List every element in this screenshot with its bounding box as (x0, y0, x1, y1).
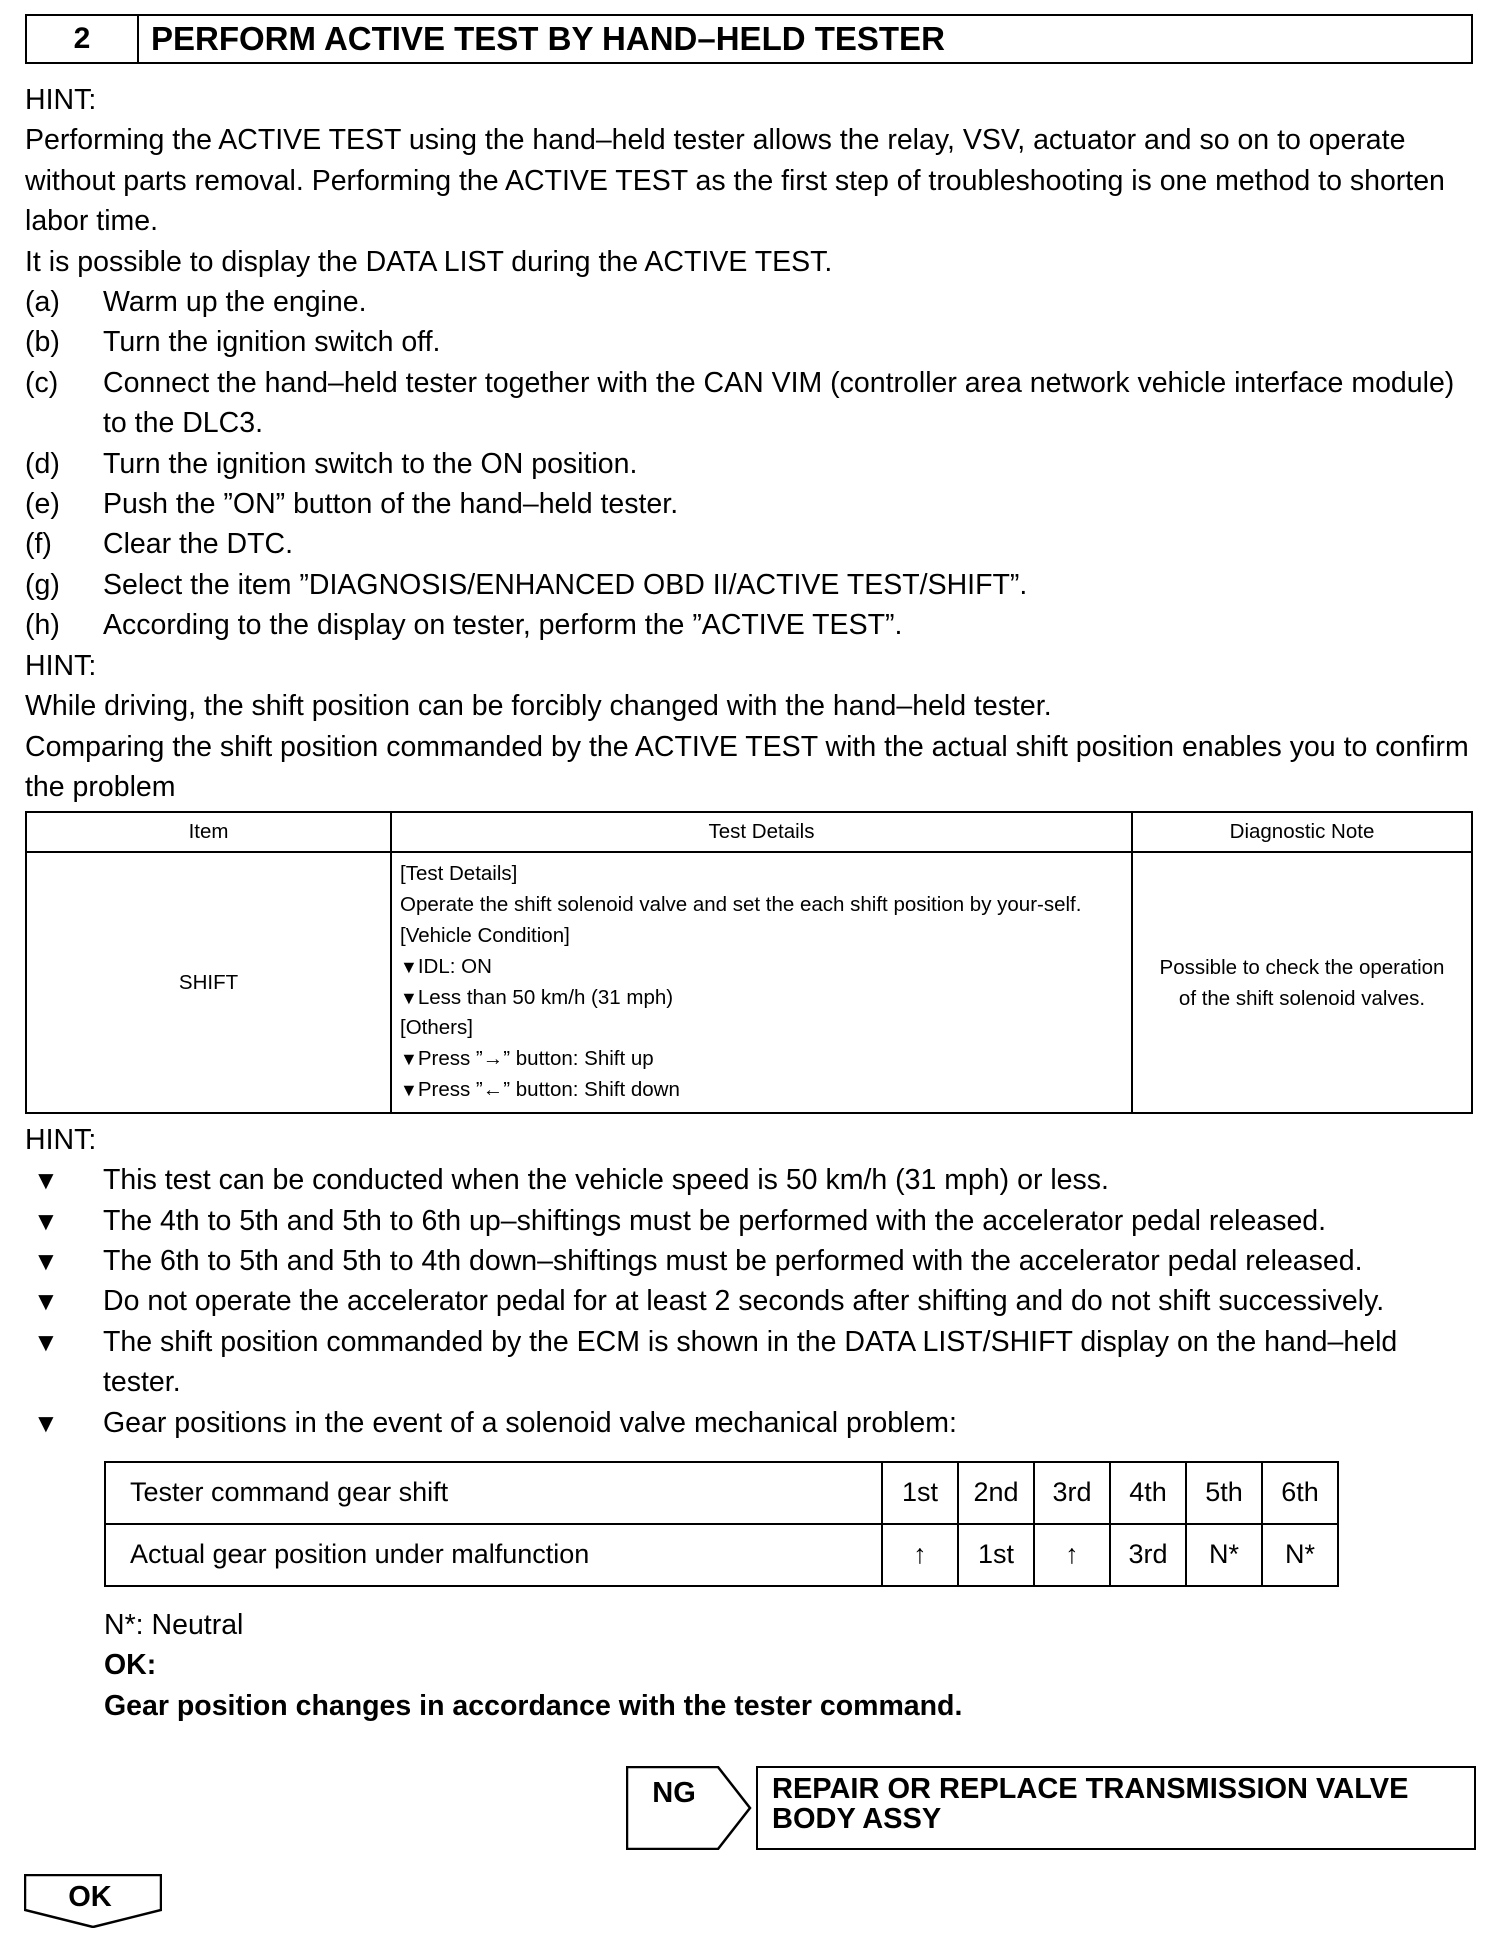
step-text: Connect the hand–held tester together with the CAN VIM (controller area network vehicle interface module) to the DLC3. (103, 366, 1455, 440)
list-item (25, 565, 1473, 605)
ok-flow-label: OK (68, 1881, 112, 1913)
hint-bullet-text: The shift position commanded by the ECM is shown in the DATA LIST/SHIFT display on the hand–held tester. (103, 1325, 1398, 1399)
table-row (105, 1524, 1338, 1586)
test-details-heading: [Test Details] (400, 862, 518, 886)
active-test-table (25, 811, 1473, 1113)
triangle-bullet-icon: ▼ (33, 1286, 59, 1317)
gear-cell: 1st (958, 1524, 1034, 1586)
row-label: Actual gear position under malfunction (105, 1524, 882, 1586)
list-item (25, 1241, 1473, 1281)
others-text: Press ”→” button: Shift up (417, 1047, 654, 1071)
step-label: (c) (25, 366, 59, 399)
others-heading: [Others] (400, 1016, 473, 1040)
gear-position-table (104, 1461, 1339, 1587)
column-header-diagnostic-note: Diagnostic Note (1132, 812, 1472, 852)
table-header-row (26, 812, 1472, 852)
gear-cell: ↑ (1034, 1524, 1110, 1586)
step-number: 2 (27, 16, 139, 62)
condition-text: Less than 50 km/h (31 mph) (417, 985, 674, 1009)
intro-paragraph: Performing the ACTIVE TEST using the hand–held tester allows the relay, VSV, actuator and so on to operate without parts removal. Performing the ACTIVE TEST as the first step of troubleshooting is one method to shorten labor time. (25, 124, 1445, 238)
triangle-bullet-icon: ▼ (33, 1407, 59, 1438)
table-row (105, 1462, 1338, 1524)
step-label: (g) (25, 568, 60, 601)
list-item (25, 1403, 1473, 1443)
ng-label: NG (652, 1777, 696, 1809)
step-text: Warm up the engine. (103, 286, 367, 319)
step-label: (b) (25, 326, 60, 359)
gear-cell: 5th (1186, 1462, 1262, 1524)
list-item (25, 322, 1473, 362)
list-item (25, 444, 1473, 484)
hint-bullet-text: Gear positions in the event of a solenoid valve mechanical problem: (103, 1406, 957, 1439)
test-details-cell (391, 852, 1132, 1112)
hint-bullet-text: The 4th to 5th and 5th to 6th up–shiftings must be performed with the accelerator pedal released. (103, 1204, 1327, 1237)
list-item (25, 605, 1473, 645)
list-item (25, 1281, 1473, 1321)
gear-cell: 4th (1110, 1462, 1186, 1524)
ng-arrow-icon (626, 1766, 752, 1850)
footnote: N*: Neutral (104, 1608, 244, 1641)
step-label: (h) (25, 609, 60, 642)
triangle-bullet-icon: ▼ (33, 1205, 59, 1236)
step-title: PERFORM ACTIVE TEST BY HAND–HELD TESTER (151, 20, 945, 57)
gear-cell: ↑ (882, 1524, 958, 1586)
table-row (26, 852, 1472, 1112)
condition-line (400, 952, 1123, 983)
triangle-bullet-icon: ▼ (33, 1326, 59, 1357)
gear-cell: 6th (1262, 1462, 1338, 1524)
triangle-bullet-icon: ▼ (400, 1049, 418, 1070)
list-item (25, 1322, 1473, 1403)
step-label: (a) (25, 286, 60, 319)
step-text: Turn the ignition switch to the ON position. (103, 447, 638, 480)
intro-hint-label: HINT: (25, 84, 97, 116)
others-line (400, 1075, 1123, 1106)
hint-paragraph: Comparing the shift position commanded by the ACTIVE TEST with the actual shift position enables you to confirm the problem (25, 730, 1469, 803)
step-text: Turn the ignition switch off. (103, 326, 441, 359)
step-list (25, 282, 1473, 646)
procedure-page (25, 14, 1473, 1726)
hint-bullet-text: Do not operate the accelerator pedal for at least 2 seconds after shifting and do not shift successively. (103, 1285, 1385, 1318)
test-details-text: Operate the shift solenoid valve and set the each shift position by your-self. (400, 893, 1082, 917)
others-line (400, 1044, 1123, 1075)
list-item (25, 524, 1473, 564)
others-text: Press ”←” button: Shift down (417, 1077, 680, 1101)
step-label: (e) (25, 488, 60, 521)
step-text: Clear the DTC. (103, 528, 294, 561)
column-header-test-details: Test Details (391, 812, 1132, 852)
gear-cell: N* (1186, 1524, 1262, 1586)
triangle-bullet-icon: ▼ (33, 1165, 59, 1196)
ok-label: OK: (104, 1649, 157, 1682)
ok-flow-icon (24, 1874, 162, 1928)
step-text: Push the ”ON” button of the hand–held tester. (103, 488, 679, 521)
column-header-item: Item (26, 812, 391, 852)
hint-paragraph: While driving, the shift position can be forcibly changed with the hand–held tester. (25, 690, 1052, 723)
gear-cell: 3rd (1110, 1524, 1186, 1586)
intro-paragraph: It is possible to display the DATA LIST during the ACTIVE TEST. (25, 245, 833, 278)
step-label: (d) (25, 447, 60, 480)
hint-bullet-text: This test can be conducted when the vehicle speed is 50 km/h (31 mph) or less. (103, 1164, 1109, 1197)
triangle-bullet-icon: ▼ (400, 987, 418, 1008)
step-text: According to the display on tester, perform the ”ACTIVE TEST”. (103, 609, 903, 642)
triangle-bullet-icon: ▼ (400, 1079, 418, 1100)
diagnostic-note-cell: Possible to check the operation of the shift solenoid valves. (1132, 852, 1472, 1112)
triangle-bullet-icon: ▼ (400, 956, 418, 977)
condition-line (400, 983, 1123, 1014)
hint-bullet-list (25, 1160, 1473, 1443)
gear-cell: N* (1262, 1524, 1338, 1586)
list-item (25, 282, 1473, 322)
ng-action-box: REPAIR OR REPLACE TRANSMISSION VALVE BODY ASSY (756, 1766, 1476, 1850)
list-item (25, 1160, 1473, 1200)
gear-cell: 1st (882, 1462, 958, 1524)
hint-label: HINT: (25, 1123, 97, 1156)
step-label: (f) (25, 528, 52, 561)
step-text: Select the item ”DIAGNOSIS/ENHANCED OBD II/ACTIVE TEST/SHIFT”. (103, 568, 1028, 601)
hint-bullet-text: The 6th to 5th and 5th to 4th down–shiftings must be performed with the accelerator pedal released. (103, 1244, 1363, 1277)
ng-branch (626, 1766, 1476, 1850)
gear-cell: 2nd (958, 1462, 1034, 1524)
triangle-bullet-icon: ▼ (33, 1245, 59, 1276)
vehicle-condition-heading: [Vehicle Condition] (400, 923, 570, 947)
list-item (25, 363, 1473, 444)
list-item (25, 484, 1473, 524)
row-label: Tester command gear shift (105, 1462, 882, 1524)
list-item (25, 1201, 1473, 1241)
ok-text: Gear position changes in accordance with the tester command. (104, 1689, 963, 1722)
step-header (25, 14, 1473, 64)
hint-label: HINT: (25, 649, 97, 682)
condition-text: IDL: ON (417, 954, 492, 978)
item-cell: SHIFT (26, 852, 391, 1112)
result-block (104, 1605, 1473, 1726)
gear-cell: 3rd (1034, 1462, 1110, 1524)
